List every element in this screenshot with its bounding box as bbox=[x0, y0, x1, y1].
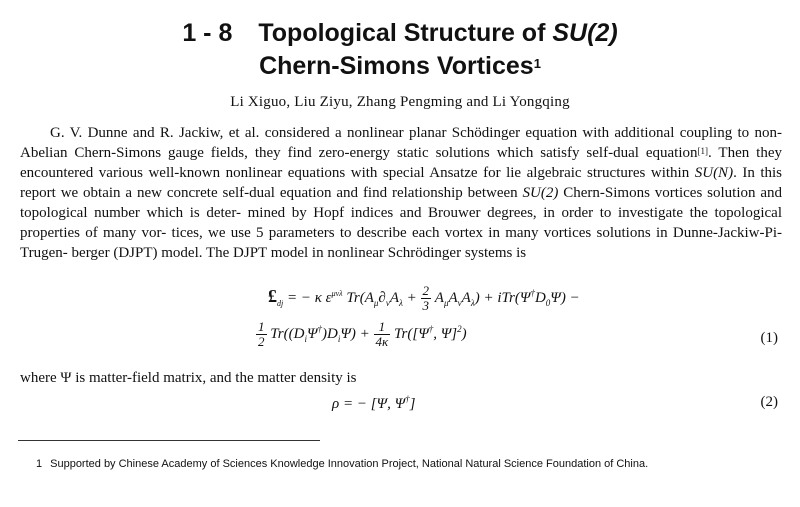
footnote-number: 1 bbox=[36, 458, 43, 470]
equation-2 bbox=[332, 394, 415, 413]
abstract-math-sun: SU(N) bbox=[694, 165, 734, 181]
equation-1-number: (1) bbox=[760, 330, 778, 346]
title-math-su2: SU(2) bbox=[552, 19, 618, 47]
footnote-divider bbox=[18, 440, 320, 441]
eq1b-term-3: )D bbox=[322, 325, 338, 342]
eq1-term-10: D bbox=[534, 289, 546, 306]
eq2-dagger: † bbox=[405, 394, 410, 404]
eq1-term-4: A bbox=[389, 289, 400, 306]
eq2-close: ] bbox=[409, 396, 416, 412]
eq1-term-9: ) + iTr(Ψ bbox=[474, 289, 531, 306]
frac-numerator: 1 bbox=[374, 320, 391, 335]
eq2-rhs: = − [Ψ, Ψ bbox=[342, 396, 406, 412]
abstract-line-2: coupling to non-Abelian Chern-Simons gauge fields, they find zero-energy static solutions which satisfy bbox=[20, 125, 782, 161]
eq1b-sub-i-2: i bbox=[337, 333, 341, 344]
abstract-line-6: mined by Hopf indices and Brouwer degrees, in order to investigate the topological properties of many vor- bbox=[20, 205, 782, 241]
title-text-1: Topological Structure of bbox=[258, 19, 546, 47]
footnote-text: Supported by Chinese Academy of Sciences Knowledge Innovation Project, National Natural Science Foundation of China. bbox=[50, 458, 649, 470]
frac-denominator: 3 bbox=[422, 298, 430, 313]
eq1-term-2: Tr(A bbox=[346, 289, 374, 306]
equation-1-line-2 bbox=[256, 320, 467, 349]
eq1-frac-1-4k bbox=[374, 320, 391, 349]
abstract-line-7: tices, we use 5 parameters to describe each vortex in many vortices solutions in Dunne-Jackiw-Pi-Trugen- bbox=[20, 225, 783, 261]
section-number: 1 - 8 bbox=[182, 19, 233, 47]
eq1-term-5: + bbox=[402, 289, 421, 306]
citation-ref: [1] bbox=[697, 146, 708, 156]
eq1-frac-2-3 bbox=[421, 284, 432, 313]
abstract-line-1: G. V. Dunne and R. Jackiw, et al. considered a nonlinear planar Schödinger equation with additional bbox=[50, 125, 675, 141]
eq1-sub-nu-2: ν bbox=[457, 297, 462, 308]
footnote bbox=[36, 458, 648, 470]
abstract bbox=[20, 123, 782, 263]
eq1b-square: 2 bbox=[457, 323, 462, 334]
eq1b-term-2: Ψ bbox=[306, 325, 318, 342]
eq1-sub-mu: μ bbox=[373, 297, 379, 308]
abstract-math-su2: SU(2) bbox=[522, 185, 559, 201]
abstract-line-5b: Chern-Simons vortices solution and topological number which is deter- bbox=[20, 185, 783, 221]
frac-denominator: 4κ bbox=[375, 334, 389, 349]
frac-denominator: 2 bbox=[258, 334, 265, 349]
abstract-line-3b: . Then they encountered various well-known nonlinear equations with special Ansatze bbox=[20, 145, 783, 181]
title-footnote-mark: 1 bbox=[533, 56, 541, 71]
abstract-line-4a: for lie algebraic structures within bbox=[483, 165, 690, 181]
eq1-term-1: = − κ ε bbox=[286, 289, 332, 306]
eq1b-term-6: , Ψ] bbox=[433, 325, 458, 342]
abstract-line-8: berger (DJPT) model. The DJPT model in nonlinear Schrödinger systems is bbox=[71, 245, 527, 261]
eq1-term-6: A bbox=[434, 289, 444, 306]
eq1b-dagger: † bbox=[317, 323, 322, 334]
eq1-dagger: † bbox=[530, 287, 535, 298]
eq1-sub-0: 0 bbox=[545, 297, 551, 308]
eq1-term-11: Ψ) − bbox=[550, 289, 580, 306]
title-line-1 bbox=[0, 18, 800, 48]
eq1-frac-1-2 bbox=[256, 320, 267, 349]
abstract-paragraph bbox=[20, 123, 782, 263]
eq1-sub-mu-2: μ bbox=[443, 297, 449, 308]
lagrangian-subscript: dj bbox=[277, 298, 284, 308]
title-line-2 bbox=[0, 51, 800, 81]
equation-2-number: (2) bbox=[760, 394, 778, 410]
authors: Li Xiguo, Liu Ziyu, Zhang Pengming and Li Yongqing bbox=[230, 94, 570, 110]
abstract-line-3a: self-dual equation bbox=[586, 145, 698, 161]
frac-numerator: 1 bbox=[258, 319, 265, 334]
abstract-line-5a: find relationship between bbox=[362, 185, 518, 201]
title-text-2: Chern-Simons Vortices bbox=[259, 52, 534, 80]
abstract-line-4b: . In this report we obtain a new concrete self-dual equation and bbox=[20, 165, 782, 201]
where-sentence: where Ψ is matter-field matrix, and the matter density is bbox=[20, 370, 357, 386]
eq1-term-7: A bbox=[448, 289, 458, 306]
eq1b-term-5: Tr([Ψ bbox=[394, 325, 429, 342]
eq1-sub-lambda: λ bbox=[399, 297, 403, 308]
equation-1-line-1 bbox=[268, 284, 580, 313]
lagrangian-symbol: £ bbox=[268, 285, 277, 306]
eq1b-term-4: Ψ) + bbox=[340, 325, 374, 342]
eq1-term-3: ∂ bbox=[378, 289, 386, 306]
eq2-rho: ρ bbox=[332, 396, 340, 412]
frac-numerator: 2 bbox=[422, 283, 430, 298]
eq1b-term-1: Tr((D bbox=[270, 325, 305, 342]
eq1-sub-lambda-2: λ bbox=[470, 297, 475, 308]
eq1-eps-sup: μνλ bbox=[331, 288, 343, 298]
eq1b-dagger-2: † bbox=[428, 323, 434, 334]
eq1-term-8: A bbox=[461, 289, 471, 306]
eq1b-term-7: ) bbox=[461, 325, 467, 342]
eq1b-sub-i: i bbox=[304, 333, 307, 344]
eq1-sub-nu: ν bbox=[385, 297, 390, 308]
